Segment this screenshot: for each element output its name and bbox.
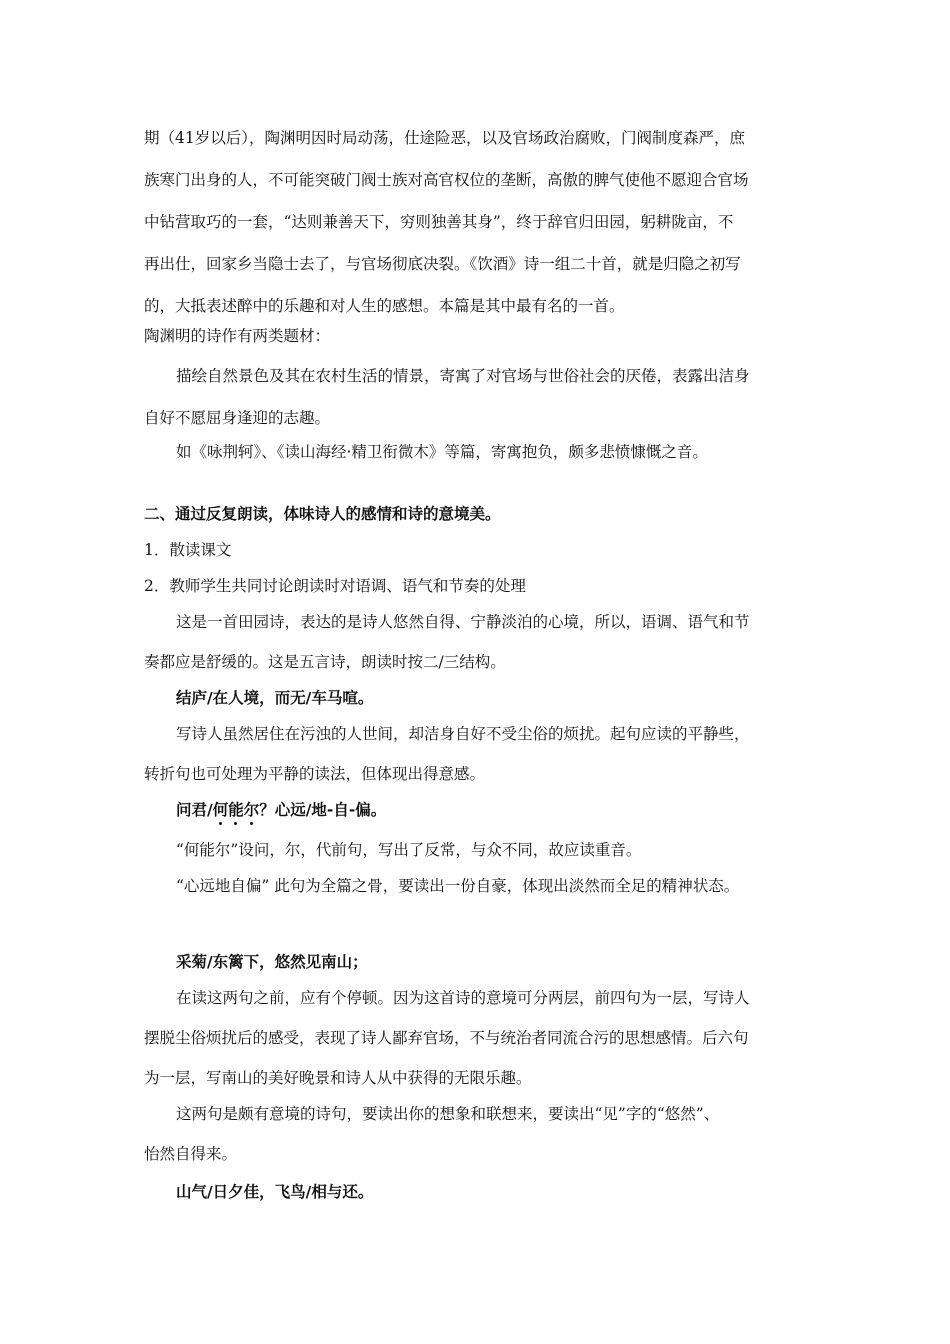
intro-line-2: 族寒门出身的人，不可能突破门阀士族对高官权位的垄断，高傲的脾气使他不愿迎合官场 [144, 171, 749, 189]
section2-item-1: 1．散读课文 [144, 541, 232, 559]
verse-2-part-before: 问君/ [176, 801, 213, 819]
intro-line-5: 的，大抵表述醉中的乐趣和对人生的感想。本篇是其中最有名的一首。 [144, 297, 625, 315]
para6-line-2: 怡然自得来。 [144, 1145, 238, 1163]
verse-2-part-after: ？心远/地-自-偏。 [259, 801, 387, 819]
verse-3: 采菊/东篱下，悠然见南山； [176, 953, 368, 971]
verse-2 [0, 800, 950, 820]
themes-heading: 陶渊明的诗作有两类题材： [144, 327, 331, 345]
section2-heading: 二、通过反复朗读，体味诗人的感情和诗的意境美。 [144, 505, 501, 523]
emphasis-char-1: 何 [212, 801, 229, 819]
para4-text: “心远地自偏” 此句为全篇之骨，要读出一份自豪，体现出淡然而全足的精神状态。 [176, 877, 740, 895]
para1-line-2: 奏都应是舒缓的。这是五言诗，朗读时按二/三结构。 [144, 653, 506, 671]
intro-line-4: 再出仕，回家乡当隐士去了，与官场彻底决裂。《饮酒》诗一组二十首，就是归隐之初写 [144, 255, 741, 273]
para3-text: “何能尔”设问，尔，代前句，写出了反常，与众不同，故应读重音。 [176, 841, 642, 859]
verse-1: 结庐/在人境，而无/车马喧。 [176, 689, 374, 707]
intro-line-3: 中钻营取巧的一套，“达则兼善天下，穷则独善其身”，终于辞官归田园，躬耕陇亩，不 [144, 213, 734, 231]
para1-line-1: 这是一首田园诗，表达的是诗人悠然自得、宁静淡泊的心境，所以，语调、语气和节 [176, 613, 750, 631]
para5-line-2: 摆脱尘俗烦扰后的感受，表现了诗人鄙弃官场，不与统治者同流合污的思想感情。后六句 [144, 1029, 749, 1047]
section2-item-2: 2．教师学生共同讨论朗读时对语调、语气和节奏的处理 [144, 577, 526, 595]
para2-line-2: 转折句也可处理为平静的读法，但体现出得意感。 [144, 765, 486, 783]
verse-4: 山气/日夕佳，飞鸟/相与还。 [176, 1183, 374, 1201]
emphasis-char-2: 能 [228, 801, 244, 819]
para5-line-3: 为一层，写南山的美好晚景和诗人从中获得的无限乐趣。 [144, 1069, 532, 1087]
para5-line-1: 在读这两句之前，应有个停顿。因为这首诗的意境可分两层，前四句为一层，写诗人 [176, 989, 750, 1007]
theme2-text: 如《咏荆轲》、《读山海经·精卫衔微木》等篇，寄寓抱负，颇多悲愤慷慨之音。 [176, 443, 708, 461]
intro-line-1: 期（41岁以后），陶渊明因时局动荡，仕途险恶，以及官场政治腐败，门阀制度森严，庶 [144, 129, 745, 147]
emphasis-char-3: 尔 [243, 801, 260, 819]
para2-line-1: 写诗人虽然居住在污浊的人世间，却洁身自好不受尘俗的烦扰。起句应读的平静些， [176, 725, 750, 743]
para6-line-1: 这两句是颇有意境的诗句，要读出你的想象和联想来，要读出“见”字的“悠然”、 [176, 1105, 720, 1123]
theme1-line-1: 描绘自然景色及其在农村生活的情景，寄寓了对官场与世俗社会的厌倦，表露出洁身 [176, 367, 750, 385]
theme1-line-2: 自好不愿屈身逢迎的志趣。 [144, 409, 331, 427]
